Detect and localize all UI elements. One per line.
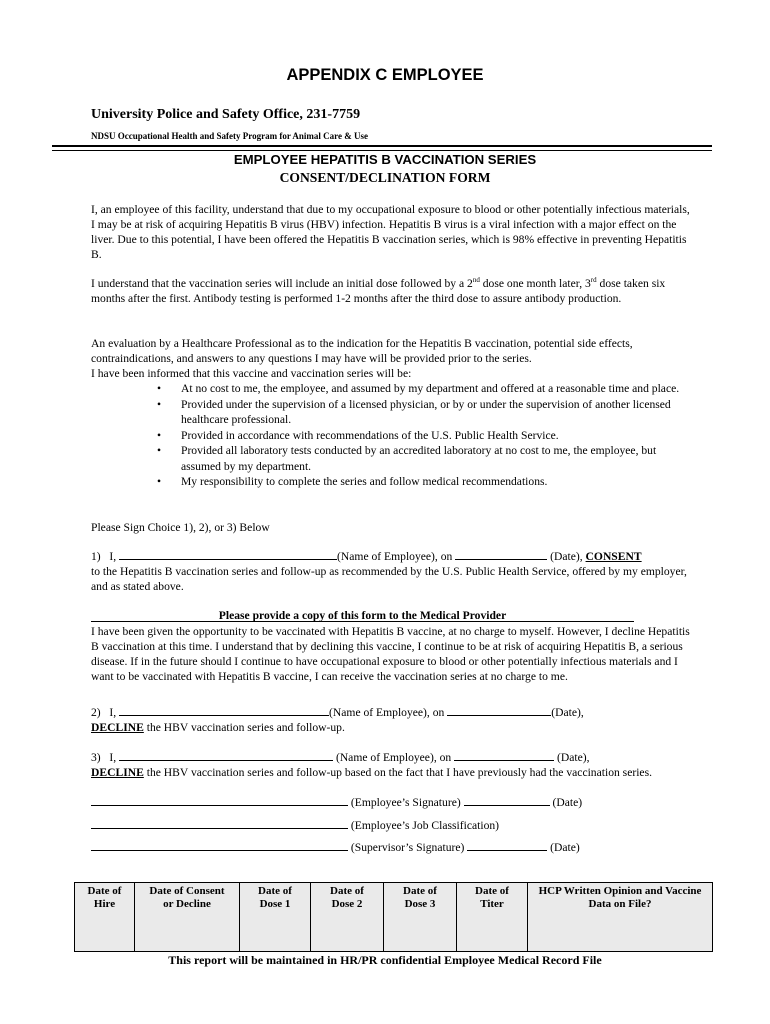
date-label: (Date), bbox=[557, 751, 590, 764]
employee-name-field-1[interactable] bbox=[119, 549, 337, 560]
header-line: Hire bbox=[93, 898, 116, 910]
column-header-hire bbox=[75, 883, 135, 952]
sign-instruction: Please Sign Choice 1), 2), or 3) Below bbox=[91, 521, 270, 534]
column-header-dose1 bbox=[240, 883, 311, 952]
column-header-titer bbox=[457, 883, 528, 952]
date-label: (Date), bbox=[550, 550, 583, 563]
supervisor-signature-line bbox=[91, 840, 691, 855]
declination-paragraph: I have been given the opportunity to be vaccinated with Hepatitis B vaccine, at no charge to myself. However, I decline Hepatitis B vaccination at this time. I understand that by declining this vaccine, I continue to be at risk of acquiring Hepatitis B, a serious disease. If in the future should I continue to have occupational exposure to blood or other potentially infectious materials and I want to be vaccinated with Hepatitis B vaccine, I can receive the vaccination series at no charge to me. bbox=[91, 625, 690, 683]
column-header-dose3 bbox=[384, 883, 457, 952]
series-text-c: dose taken six months after the first. Antibody testing is performed 1-2 months after the third dose to assure antibody production. bbox=[91, 277, 666, 305]
decline-keyword: DECLINE bbox=[91, 766, 144, 779]
column-header-hcp-opinion bbox=[528, 883, 713, 952]
date-field-1[interactable] bbox=[455, 549, 547, 560]
evaluation-paragraph: An evaluation by a Healthcare Professional as to the indication for the Hepatitis B vaccination, potential side effects, contraindications, and answers to any questions I may have will be provided prior to the series. bbox=[91, 337, 633, 365]
choice-2-number: 2) bbox=[91, 706, 101, 719]
choice-3-i: I, bbox=[109, 751, 117, 764]
job-classification-field[interactable] bbox=[91, 818, 348, 829]
name-label: (Name of Employee), on bbox=[337, 550, 453, 563]
employee-name-field-3[interactable] bbox=[119, 750, 333, 761]
header-line: HCP Written Opinion and Vaccine bbox=[538, 885, 702, 897]
form-subheading: CONSENT/DECLINATION FORM bbox=[279, 170, 491, 185]
employee-name-field-2[interactable] bbox=[119, 705, 329, 716]
choice-3-text: the HBV vaccination series and follow-up based on the fact that I have previously had the vaccination series. bbox=[143, 766, 652, 779]
name-label: (Name of Employee), on bbox=[335, 751, 452, 764]
choice-2 bbox=[91, 705, 691, 735]
signature-date-field[interactable] bbox=[464, 795, 550, 806]
choice-2-text: the HBV vaccination series and follow-up. bbox=[143, 721, 345, 734]
superscript-nd: nd bbox=[472, 276, 480, 285]
date-label: (Date), bbox=[551, 706, 584, 719]
list-item: • Provided under the supervision of a licensed physician, or by or under the supervision of another licensed healthcare professional. bbox=[157, 397, 682, 428]
choice-1-text: to the Hepatitis B vaccination series and follow-up as recommended by the U.S. Public Health Service, offered by my employer, and as stated above. bbox=[91, 565, 687, 593]
header-line: Dose 2 bbox=[331, 898, 363, 910]
header-rule-thin bbox=[52, 150, 712, 151]
supervisor-date-field[interactable] bbox=[467, 840, 547, 851]
header-line: Date of bbox=[258, 885, 292, 897]
name-label: (Name of Employee), on bbox=[329, 706, 445, 719]
header-line: or Decline bbox=[163, 898, 211, 910]
decline-keyword: DECLINE bbox=[91, 721, 144, 734]
header-line: Date of bbox=[330, 885, 364, 897]
provide-copy-text: Please provide a copy of this form to the Medical Provider bbox=[218, 609, 507, 622]
header-line: Date of Consent bbox=[149, 885, 225, 897]
list-item: • Provided all laboratory tests conducted by an accredited laboratory at no cost to me, the employee, but assumed by my department. bbox=[157, 443, 682, 474]
choice-2-i: I, bbox=[109, 706, 117, 719]
series-paragraph bbox=[91, 276, 691, 306]
column-header-dose2 bbox=[311, 883, 384, 952]
intro-paragraph: I, an employee of this facility, understand that due to my occupational exposure to blood or other potentially infectious materials, I may be at risk of acquiring Hepatitis B virus (HBV) infection. Hepatitis B virus is a viral infection with a major effect on the liver. Due to this potential, I have been offered the Hepatitis B vaccination series, which is 98% effective in preventing Hepatitis B. bbox=[91, 203, 690, 261]
choice-1 bbox=[91, 549, 691, 594]
header-line: Date of bbox=[87, 885, 122, 897]
consent-keyword: CONSENT bbox=[585, 550, 642, 563]
provide-copy-notice bbox=[91, 606, 634, 622]
header-line: Dose 3 bbox=[404, 898, 436, 910]
job-classification-line bbox=[91, 818, 691, 833]
form-heading: EMPLOYEE HEPATITIS B VACCINATION SERIES bbox=[233, 152, 537, 167]
list-item: • My responsibility to complete the series and follow medical recommendations. bbox=[157, 474, 682, 490]
supervisor-signature-label: (Supervisor’s Signature) bbox=[350, 841, 465, 854]
list-item: • Provided in accordance with recommendations of the U.S. Public Health Service. bbox=[157, 428, 682, 444]
employee-signature-line bbox=[91, 795, 691, 810]
footer-note: This report will be maintained in HR/PR confidential Employee Medical Record File bbox=[168, 953, 602, 967]
choice-3 bbox=[91, 750, 691, 780]
choice-1-i: I, bbox=[109, 550, 117, 563]
supervisor-signature-field[interactable] bbox=[91, 840, 348, 851]
page-title: APPENDIX C EMPLOYEE bbox=[286, 66, 484, 84]
header-line: Date of bbox=[403, 885, 437, 897]
supervisor-date-label: (Date) bbox=[550, 841, 580, 854]
series-text-a: I understand that the vaccination series will include an initial dose followed by a 2 bbox=[91, 277, 473, 290]
employee-signature-field[interactable] bbox=[91, 795, 348, 806]
header-line: Date of bbox=[475, 885, 509, 897]
vaccination-record-table bbox=[74, 882, 713, 952]
header-line: Titer bbox=[480, 898, 504, 910]
header-rule-thick bbox=[52, 145, 712, 147]
choice-1-number: 1) bbox=[91, 550, 101, 563]
choice-3-number: 3) bbox=[91, 751, 101, 764]
header-line: Dose 1 bbox=[259, 898, 291, 910]
program-name: NDSU Occupational Health and Safety Program for Animal Care & Use bbox=[91, 131, 368, 141]
informed-paragraph: I have been informed that this vaccine and vaccination series will be: bbox=[91, 367, 412, 380]
employee-signature-label: (Employee’s Signature) bbox=[350, 796, 461, 809]
column-header-consent bbox=[135, 883, 240, 952]
list-item: • At no cost to me, the employee, and assumed by my department and offered at a reasonable time and place. bbox=[157, 381, 682, 397]
vaccine-conditions-list bbox=[157, 381, 682, 490]
job-classification-label: (Employee’s Job Classification) bbox=[350, 819, 500, 832]
superscript-rd: rd bbox=[590, 276, 597, 285]
date-field-3[interactable] bbox=[454, 750, 554, 761]
date-field-2[interactable] bbox=[447, 705, 551, 716]
series-text-b: dose one month later, 3 bbox=[479, 277, 591, 290]
office-name: University Police and Safety Office, 231-7759 bbox=[91, 107, 361, 122]
signature-date-label: (Date) bbox=[552, 796, 583, 809]
header-line: Data on File? bbox=[588, 898, 652, 910]
